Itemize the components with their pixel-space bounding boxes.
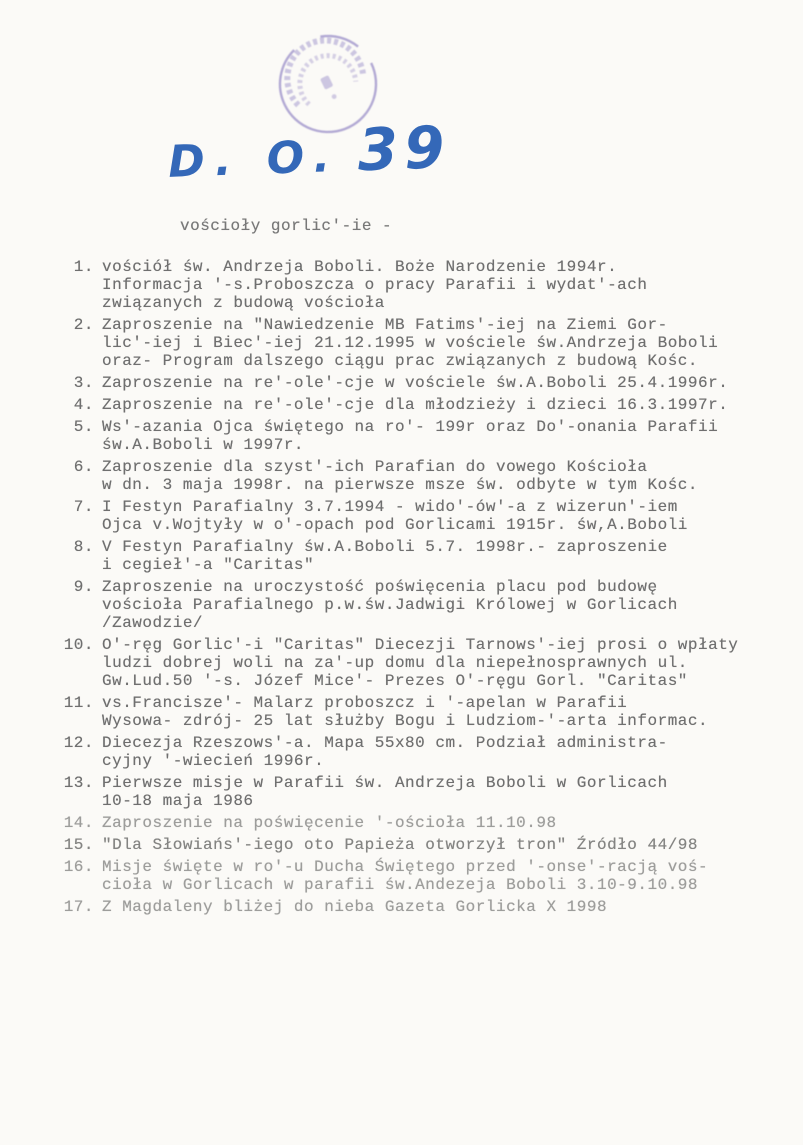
list-item-number: 15.: [63, 836, 94, 854]
list-item-number: 11.: [63, 694, 94, 712]
list-item-line: O'-ręg Gorlic'-i "Caritas" Diecezji Tarnows'-iej prosi o wpłaty: [102, 636, 739, 654]
list-item-line: lic'-iej i Biec'-iej 21.12.1995 w vościele św.Andrzeja Boboli: [102, 334, 719, 352]
list-item-line: Wysowa- zdrój- 25 lat służby Bogu i Ludziom-'-arta informac.: [102, 712, 709, 730]
list-item: [60, 258, 760, 312]
handwritten-archive-number: [167, 113, 452, 191]
list-item: [60, 814, 760, 832]
list-item-line: Z Magdaleny bliżej do nieba Gazeta Gorlicka X 1998: [102, 898, 608, 916]
list-item-line: "Dla Słowiańs'-iego oto Papieża otworzył tron" Źródło 44/98: [102, 836, 698, 854]
list-item-line: vs.Francisze'- Malarz proboszcz i '-apelan w Parafii: [102, 694, 628, 712]
list-item-lines: [102, 538, 760, 574]
list-item-lines: [102, 734, 760, 770]
list-item-lines: [102, 898, 760, 916]
list-item-lines: [102, 374, 760, 392]
list-item-line: Diecezja Rzeszows'-a. Mapa 55x80 cm. Podział administra-: [102, 734, 668, 752]
list-item: [60, 578, 760, 632]
list-item-lines: [102, 316, 760, 370]
list-item-line: Pierwsze misje w Parafii św. Andrzeja Boboli w Gorlicach: [102, 774, 668, 792]
list-item-lines: [102, 636, 760, 690]
list-item-lines: [102, 458, 760, 494]
list-item-line: Zaproszenie na uroczystość poświęcenia placu pod budowę: [102, 578, 658, 596]
list-item: [60, 458, 760, 494]
list-item-number: 12.: [63, 734, 94, 752]
list-item-line: Zaproszenie na re'-ole'-cje dla młodzieży i dzieci 16.3.1997r.: [102, 396, 729, 414]
list-item: [60, 636, 760, 690]
list-item-lines: [102, 396, 760, 414]
list-item-line: Zaproszenie na re'-ole'-cje w vościele św.A.Boboli 25.4.1996r.: [102, 374, 729, 392]
list-item: [60, 858, 760, 894]
handnote-prefix: D. O.: [167, 130, 341, 188]
list-item: [60, 898, 760, 916]
list-item-lines: [102, 694, 760, 730]
list-item-line: św.A.Boboli w 1997r.: [102, 436, 305, 454]
list-item-number: 2.: [73, 316, 94, 334]
list-item-lines: [102, 258, 760, 312]
list-item-line: Ws'-azania Ojca świętego na ro'- 199r oraz Do'-onania Parafii: [102, 418, 719, 436]
list-item: [60, 774, 760, 810]
list-item: [60, 836, 760, 854]
list-item-line: oraz- Program dalszego ciągu prac związanych z budową Kośc.: [102, 352, 698, 370]
list-item-line: Gw.Lud.50 '-s. Józef Mice'- Prezes O'-ręgu Gorl. "Caritas": [102, 672, 688, 690]
list-item-line: Zaproszenie dla szyst'-ich Parafian do vowego Kościoła: [102, 458, 648, 476]
list-item: [60, 316, 760, 370]
document-title: vościoły gorlic'-ie -: [180, 217, 393, 235]
list-item-lines: [102, 774, 760, 810]
list-item-line: Zaproszenie na "Nawiedzenie MB Fatims'-iej na Ziemi Gor-: [102, 316, 668, 334]
list-item-line: Zaproszenie na poświęcenie '-ościoła 11.10.98: [102, 814, 557, 832]
list-item-line: cyjny '-wiecień 1996r.: [102, 752, 325, 770]
list-item-number: 6.: [73, 458, 94, 476]
list-item-line: Ojca v.Wojtyły w o'-opach pod Gorlicami 1915r. św,A.Boboli: [102, 516, 688, 534]
list-item-line: ludzi dobrej woli na za'-up domu dla niepełnosprawnych ul.: [102, 654, 688, 672]
list-item: [60, 498, 760, 534]
list-item-line: cioła w Gorlicach w parafii św.Andezeja Boboli 3.10-9.10.98: [102, 876, 698, 894]
list-item-number: 13.: [63, 774, 94, 792]
list-item: [60, 538, 760, 574]
list-item-line: 10-18 maja 1986: [102, 792, 254, 810]
list-item-line: Misje święte w ro'-u Ducha Świętego przed '-onse'-racją voś-: [102, 858, 709, 876]
list-item-number: 5.: [73, 418, 94, 436]
list-item: [60, 396, 760, 414]
list-item-lines: [102, 418, 760, 454]
list-item-lines: [102, 836, 760, 854]
list-item-number: 10.: [63, 636, 94, 654]
list-item-line: i cegieł'-a "Caritas": [102, 556, 315, 574]
list-item-number: 1.: [73, 258, 94, 276]
list-item: [60, 418, 760, 454]
handnote-number: 39: [356, 113, 452, 185]
list-item-line: Informacja '-s.Proboszcza o pracy Parafii i wydat'-ach: [102, 276, 648, 294]
list-item-number: 4.: [73, 396, 94, 414]
document-list: [60, 258, 760, 920]
list-item: [60, 694, 760, 730]
list-item-line: V Festyn Parafialny św.A.Boboli 5.7. 1998r.- zaproszenie: [102, 538, 668, 556]
list-item-lines: [102, 814, 760, 832]
list-item: [60, 374, 760, 392]
list-item-number: 16.: [63, 858, 94, 876]
list-item-number: 8.: [73, 538, 94, 556]
list-item-line: /Zawodzie/: [102, 614, 204, 632]
list-item-line: vościół św. Andrzeja Boboli. Boże Narodzenie 1994r.: [102, 258, 618, 276]
list-item-lines: [102, 498, 760, 534]
list-item-number: 17.: [63, 898, 94, 916]
list-item-number: 7.: [73, 498, 94, 516]
list-item-line: I Festyn Parafialny 3.7.1994 - wido'-ów'-a z wizerun'-iem: [102, 498, 678, 516]
list-item-number: 3.: [73, 374, 94, 392]
list-item-line: vościoła Parafialnego p.w.św.Jadwigi Królowej w Gorlicach: [102, 596, 678, 614]
list-item-lines: [102, 578, 760, 632]
list-item-lines: [102, 858, 760, 894]
list-item-number: 9.: [73, 578, 94, 596]
list-item-line: związanych z budową vościoła: [102, 294, 385, 312]
list-item-number: 14.: [63, 814, 94, 832]
list-item-line: w dn. 3 maja 1998r. na pierwsze msze św. odbyte w tym Kośc.: [102, 476, 698, 494]
list-item: [60, 734, 760, 770]
